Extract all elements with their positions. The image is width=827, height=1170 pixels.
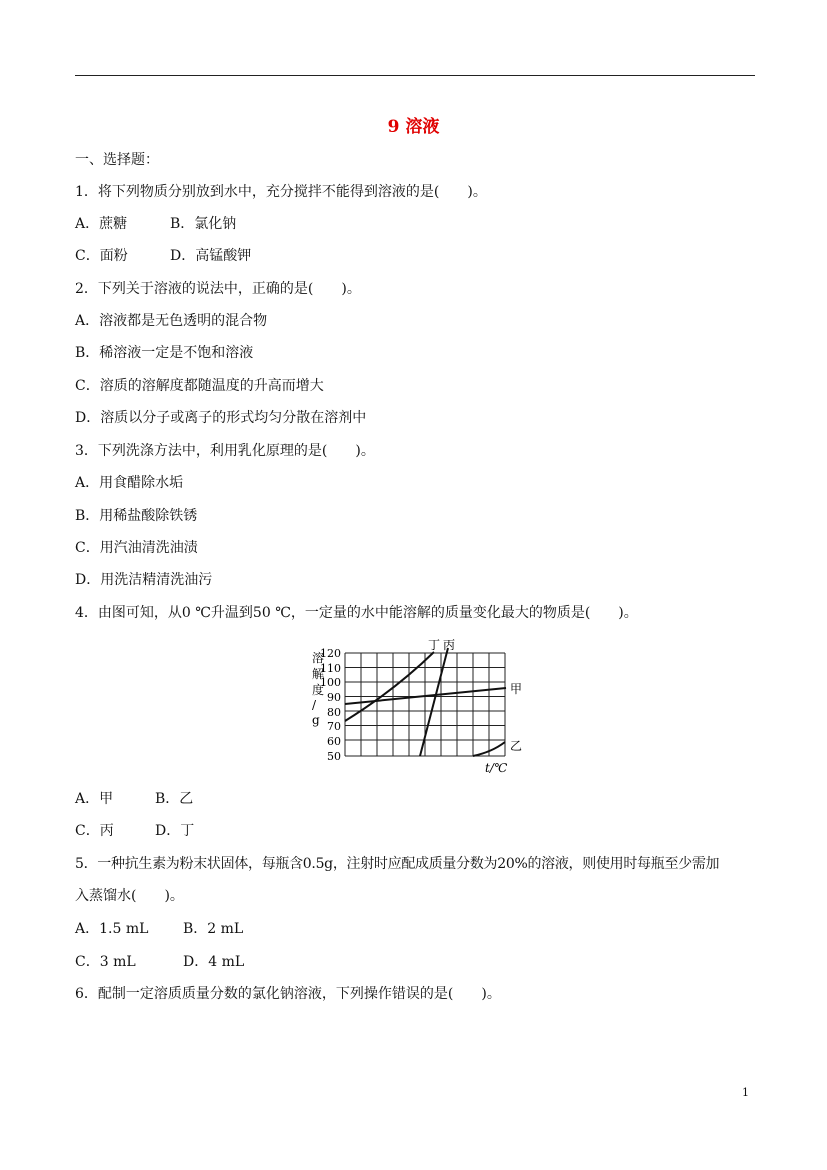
y-axis-label-3: 度 bbox=[312, 683, 325, 697]
option-c[interactable]: C．溶质的溶解度都随温度的升高而增大 bbox=[75, 378, 324, 394]
option-d[interactable]: D．溶质以分子或离子的形式均匀分散在溶剂中 bbox=[75, 410, 367, 426]
option-b[interactable]: B．氯化钠 bbox=[170, 216, 237, 232]
option-d[interactable]: D．高锰酸钾 bbox=[170, 248, 252, 264]
option-c[interactable]: C．用汽油清洗油渍 bbox=[75, 540, 198, 556]
header-rule bbox=[75, 75, 755, 76]
y-axis-label-5: g bbox=[312, 713, 320, 727]
question-1-stem: 1．将下列物质分别放到水中，充分搅拌不能得到溶液的是( )。 bbox=[75, 184, 487, 200]
y-tick-label: 120 bbox=[320, 647, 341, 660]
y-tick-labels bbox=[320, 647, 341, 763]
option-a[interactable]: A．1.5 mL bbox=[75, 921, 149, 937]
y-tick-label: 80 bbox=[327, 706, 341, 719]
series-label-jia: 甲 bbox=[510, 682, 523, 696]
option-b[interactable]: B．2 mL bbox=[183, 921, 244, 937]
solubility-chart bbox=[300, 638, 530, 778]
question-1-options-row-1 bbox=[75, 214, 236, 234]
option-d[interactable]: D．丁 bbox=[155, 823, 195, 839]
question-5-stem-line-1: 5．一种抗生素为粉末状固体，每瓶含0.5g，注射时应配成质量分数为20%的溶液，则使用时每瓶至少需加 bbox=[75, 856, 720, 872]
option-b[interactable]: B．乙 bbox=[155, 791, 194, 807]
option-a[interactable]: A．用食醋除水垢 bbox=[75, 475, 184, 491]
question-4-options-row-2 bbox=[75, 821, 194, 841]
y-axis-label-1: 溶 bbox=[312, 651, 325, 665]
option-c[interactable]: C．面粉 bbox=[75, 248, 128, 264]
series-label-ding: 丁 bbox=[428, 638, 441, 652]
page-title: 9 溶液 bbox=[387, 117, 440, 137]
series-label-bing: 丙 bbox=[443, 638, 456, 652]
section-heading: 一、选择题： bbox=[75, 152, 159, 168]
question-2-stem: 2．下列关于溶液的说法中，正确的是( )。 bbox=[75, 281, 361, 297]
y-axis-label-4: / bbox=[312, 698, 317, 712]
question-3-stem: 3．下列洗涤方法中，利用乳化原理的是( )。 bbox=[75, 443, 375, 459]
page-number: 1 bbox=[742, 1086, 749, 1099]
y-tick-label: 100 bbox=[320, 676, 341, 689]
y-tick-label: 110 bbox=[320, 662, 341, 675]
y-tick-label: 50 bbox=[327, 750, 341, 763]
option-d[interactable]: D．4 mL bbox=[183, 954, 245, 970]
series-label-yi: 乙 bbox=[510, 739, 523, 753]
option-a[interactable]: A．蔗糖 bbox=[75, 216, 128, 232]
option-a[interactable]: A．溶液都是无色透明的混合物 bbox=[75, 313, 268, 329]
option-c[interactable]: C．3 mL bbox=[75, 954, 136, 970]
question-5-options-row-1 bbox=[75, 919, 243, 939]
option-b[interactable]: B．用稀盐酸除铁锈 bbox=[75, 508, 198, 524]
question-4-stem: 4．由图可知，从0 ℃升温到50 ℃，一定量的水中能溶解的质量变化最大的物质是( )。 bbox=[75, 605, 638, 621]
y-tick-label: 60 bbox=[327, 735, 341, 748]
y-tick-label: 70 bbox=[327, 720, 341, 733]
question-5-stem-line-2: 入蒸馏水( )。 bbox=[75, 888, 184, 904]
question-1-options-row-2 bbox=[75, 246, 251, 266]
option-a[interactable]: A．甲 bbox=[75, 791, 114, 807]
x-axis-label: t/℃ bbox=[485, 761, 508, 775]
question-4-options-row-1 bbox=[75, 789, 193, 809]
question-5-options-row-2 bbox=[75, 952, 244, 972]
option-d[interactable]: D．用洗洁精清洗油污 bbox=[75, 572, 213, 588]
question-6-stem: 6．配制一定溶质质量分数的氯化钠溶液，下列操作错误的是( )。 bbox=[75, 986, 501, 1002]
option-b[interactable]: B．稀溶液一定是不饱和溶液 bbox=[75, 345, 254, 361]
option-c[interactable]: C．丙 bbox=[75, 823, 114, 839]
y-axis-label-2: 解 bbox=[312, 667, 325, 681]
y-tick-label: 90 bbox=[327, 691, 341, 704]
